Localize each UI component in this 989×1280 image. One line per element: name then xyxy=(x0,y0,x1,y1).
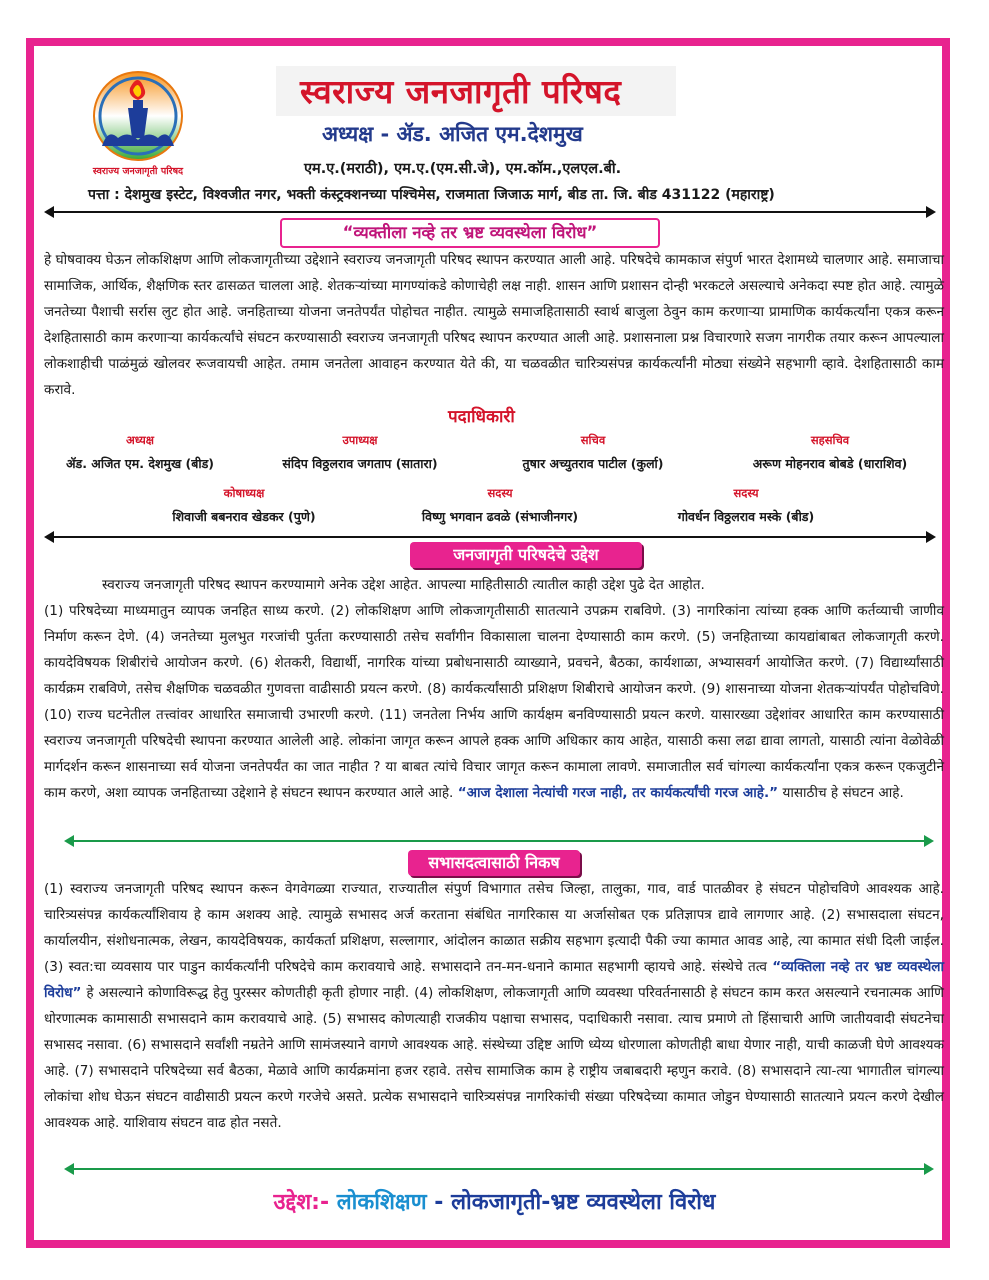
official-role: उपाध्यक्ष xyxy=(342,433,378,447)
objectives-heading: जनजागृती परिषदेचे उद्देश xyxy=(410,542,642,568)
membership-quote: “व्यक्तिला नव्हे तर भ्रष्ट व्यवस्थेला विरोध” xyxy=(44,959,944,1001)
objectives-body-text: (1) परिषदेच्या माध्यमातुन व्यापक जनहित साध्य करणे. (2) लोकशिक्षण आणि लोकजागृतीसाठी सातत्याने उपक्रम राबविणे. (3) नागरिकांना त्यांच्या हक्क आणि कर्तव्याची जाणीव निर्माण करून देणे. (4) जनतेच्या मुलभुत गरजांची पुर्तता करण्यासाठी तसेच सर्वांगीन विकासाला चालना देण्यासाठी काम करणे. (5) जनहिताच्या कायद्यांबाबत लोकजागृती करणे. कायदेविषयक शिबीरांचे आयोजन करणे. (6) शेतकरी, विद्यार्थी, नागरिक यांच्या प्रबोधनासाठी व्याख्याने, प्रवचने, बैठका, कार्यशाळा, अभ्यासवर्ग आयोजित करणे. (7) विद्यार्थ्यांसाठी कार्यक्रम राबविणे, तसेच शैक्षणिक चळवळीत गुणवत्ता वाढीसाठी प्रयत्न करणे. (8) कार्यकर्त्यांसाठी प्रशिक्षण शिबीराचे आयोजन करणे. (9) शासनाच्या योजना शेतकऱ्यांपर्यंत पोहोचविणे. (10) राज्य घटनेतील तत्त्वांवर आधारित समाजाची उभारणी करणे. (11) जनतेला निर्भय आणि कार्यक्षम बनविण्यासाठी प्रयत्न करणे. यासारख्या उद्देशांवर आधारित काम करण्यासाठी स्वराज्य जनजागृती परिषदेची स्थापना करण्यात आलेली आहे. लोकांना जागृत करून आपले हक्क आणि अधिकार काय आहेत, यासाठी कसा लढा द्यावा लागतो, यासाठी त्यांना वेळोवेळी मार्गदर्शन करून शासनाच्या सर्व योजना जनतेपर्यंत का जात नाहीत ? या बाबत त्यांचे विचार जागृत करून कामाला लावणे. समाजातील सर्व चांगल्या कार्यकर्त्यांना एकत्र करून एकजुटीने काम करणे, अशा व्यापक जनहिताच्या उद्देशाने हे संघटन स्थापन करण्यात आले आहे. xyxy=(44,603,944,801)
footer-label: उद्देश:- xyxy=(273,1190,330,1215)
membership-paragraph xyxy=(44,876,944,1136)
membership-part1: (1) स्वराज्य जनजागृती परिषद स्थापन करून वेगवेगळ्या राज्यात, राज्यातील संपुर्ण विभागात तसेच जिल्हा, तालुका, गाव, वार्ड पातळीवर हे संघटन पोहोचविणे आवश्यक आहे. चारित्र्यसंपन्न कार्यकर्त्यांशिवाय हे काम अशक्य आहे. त्यामुळे सभासद अर्ज करताना संबंधित नागरिकास या अर्जासोबत एक प्रतिज्ञापत्र द्यावे लागणार आहे. (2) सभासदाला संघटन, कार्यालयीन, संशोधनात्मक, लेखन, कायदेविषयक, कार्यकर्ता प्रशिक्षण, सल्लागार, आंदोलन काळात सक्रीय सहभाग इत्यादी पैकी ज्या कामात आवड आहे, त्या कामात संधी दिली जाईल. (3) स्वत:चा व्यवसाय पार पाडुन कार्यकर्त्यांनी परिषदेचे काम करावयाचे आहे. सभासदाने तन-मन-धनाने कामात सहभागी व्हायचे आहे. संस्थेचे तत्व xyxy=(44,881,944,975)
official-role: सहसचिव xyxy=(810,433,850,447)
membership-heading: सभासदत्वासाठी निकष xyxy=(408,850,580,876)
official-name: तुषार अच्युतराव पाटील (कुर्ला) xyxy=(522,456,664,471)
membership-text xyxy=(44,876,944,1136)
official-name: शिवाजी बबनराव खेडकर (पुणे) xyxy=(172,509,316,524)
objectives-paragraph xyxy=(44,572,944,806)
official-role: कोषाध्यक्ष xyxy=(223,486,265,500)
official-role: सदस्य xyxy=(733,486,759,500)
membership-part2: हे असल्याने कोणाविरूद्ध हेतु पुरस्सर कोणतीही कृती होणार नाही. (4) लोकशिक्षण, लोकजागृती आणि व्यवस्था परिवर्तनासाठी हे संघटन काम करत असल्याने रचनात्मक आणि धोरणात्मक कामासाठी सभासदाने काम करावयाचे आहे. (5) सभासद कोणत्याही राजकीय पक्षाचा सभासद, पदाधिकारी नसावा. त्याच प्रमाणे तो हिंसाचारी आणि जातीयवादी संघटनेचा सभासद नसावा. (6) सभासदाने सर्वांशी नम्रतेने आणि सामंजस्याने वागणे आवश्यक आहे. संस्थेच्या उद्दिष्ट आणि ध्येय्य धोरणाला कोणतीही बाधा येणार नाही, याची काळजी घेणे आवश्यक आहे. (7) सभासदाने परिषदेच्या सर्व बैठका, मेळावे आणि कार्यक्रमांना हजर रहावे. तसेच सामाजिक काम हे राष्ट्रीय जबाबदारी म्हणुन करावे. (8) सभासदाने त्या-त्या भागातील चांगल्या लोकांचा शोध घेऊन संघटन वाढीसाठी प्रयत्न करणे गरजेचे असते. प्रत्येक सभासदाने चारित्र्यसंपन्न नागरिकांची संख्या परिषदेच्या कामात जोडुन घेण्यासाठी सातत्याने प्रयत्न करणे देखील आवश्यक आहे. याशिवाय संघटन वाढ होत नसते. xyxy=(44,985,944,1131)
divider-arrow-1 xyxy=(46,211,934,213)
official-role: अध्यक्ष xyxy=(125,433,155,447)
divider-arrow-4 xyxy=(66,1168,932,1170)
address-line: पत्ता : देशमुख इस्टेट, विश्वजीत नगर, भक्ती कंस्ट्रक्शनच्या पश्चिमेस, राजमाता जिजाऊ मार्ग, बीड ता. जि. बीड 431122 (महाराष्ट्र) xyxy=(88,187,775,203)
logo-caption: स्वराज्य जनजागृती परिषद xyxy=(92,166,184,177)
slogan-banner: “व्यक्तीला नव्हे तर भ्रष्ट व्यवस्थेला विरोध” xyxy=(280,218,660,248)
official-name: ॲड. अजित एम. देशमुख (बीड) xyxy=(65,456,215,471)
official-role: सदस्य xyxy=(487,486,513,500)
intro-text: हे घोषवाक्य घेऊन लोकशिक्षण आणि लोकजागृतीच्या उद्देशाने स्वराज्य जनजागृती परिषद स्थापन करण्यात आली आहे. परिषदेचे कामकाज संपुर्ण भारत देशामध्ये चालणार आहे. समाजाचा सामाजिक, आर्थिक, शैक्षणिक स्तर ढासळत चालला आहे. शेतकऱ्यांच्या मागण्यांकडे कोणाचेही लक्ष नाही. शासन आणि प्रशासन दोन्ही भरकटले असल्याचे अनेकदा स्पष्ट होत आहे. त्यामुळे जनतेच्या पैशाची सर्रास लुट होत आहे. जनहिताच्या योजना जनतेपर्यंत पोहोचत नाहीत. त्यामुळे समाजहितासाठी स्वार्थ बाजुला ठेवुन काम करणाऱ्या प्रामाणिक कार्यकर्त्यांना एकत्र करून देशहितासाठी काम करणाऱ्या कार्यकर्त्यांचे संघटन करण्यासाठी स्वराज्य जनजागृती परिषद स्थापन करण्यात आली आहे. प्रशासनाला प्रश्न विचारणारे सजग नागरीक तयार करून आपल्याला लोकशाहीची पाळंमुळं खोलवर रूजवायची आहेत. तमाम जनतेला आवाहन करण्यात येते की, या चळवळीत चारित्र्यसंपन्न कार्यकर्त्यांनी मोठ्या संख्येने सहभागी व्हावे. देशहितासाठी काम करावे. xyxy=(44,252,944,398)
official-name: विष्णु भगवान ढवळे (संभाजीनगर) xyxy=(421,509,579,524)
torch-hand-logo-icon xyxy=(78,68,198,180)
footer-part1: लोकशिक्षण xyxy=(329,1190,427,1215)
divider-arrow-2 xyxy=(46,536,934,538)
degrees-line: एम.ए.(मराठी), एम.ए.(एम.सी.जे), एम.कॉम.,एलएल.बी. xyxy=(304,161,622,177)
officials-heading: पदाधिकारी xyxy=(448,407,515,427)
divider-arrow-3 xyxy=(66,840,932,842)
page-title: स्वराज्य जनजागृती परिषद xyxy=(300,72,622,111)
official-role: सचिव xyxy=(580,433,606,447)
objectives-body xyxy=(44,598,944,806)
official-name: अरूण मोहनराव बोबडे (धाराशिव) xyxy=(752,456,908,471)
official-name: गोवर्धन विठ्ठलराव मस्के (बीड) xyxy=(677,509,815,524)
president-line: अध्यक्ष - ॲड. अजित एम.देशमुख xyxy=(322,122,583,146)
footer-motto xyxy=(0,1186,989,1216)
objectives-intro: स्वराज्य जनजागृती परिषद स्थापन करण्यामागे अनेक उद्देश आहेत. आपल्या माहितीसाठी त्यातील काही उद्देश पुढे देत आहोत. xyxy=(102,577,705,593)
official-name: संदिप विठ्ठलराव जगताप (सातारा) xyxy=(282,456,438,471)
objectives-tail: यासाठीच हे संघटन आहे. xyxy=(778,785,904,801)
intro-paragraph xyxy=(44,247,944,403)
footer-part2: - लोकजागृती-भ्रष्ट व्यवस्थेला विरोध xyxy=(426,1190,716,1215)
objectives-quote: “आज देशाला नेत्यांची गरज नाही, तर कार्यकर्त्यांची गरज आहे.” xyxy=(457,785,779,801)
